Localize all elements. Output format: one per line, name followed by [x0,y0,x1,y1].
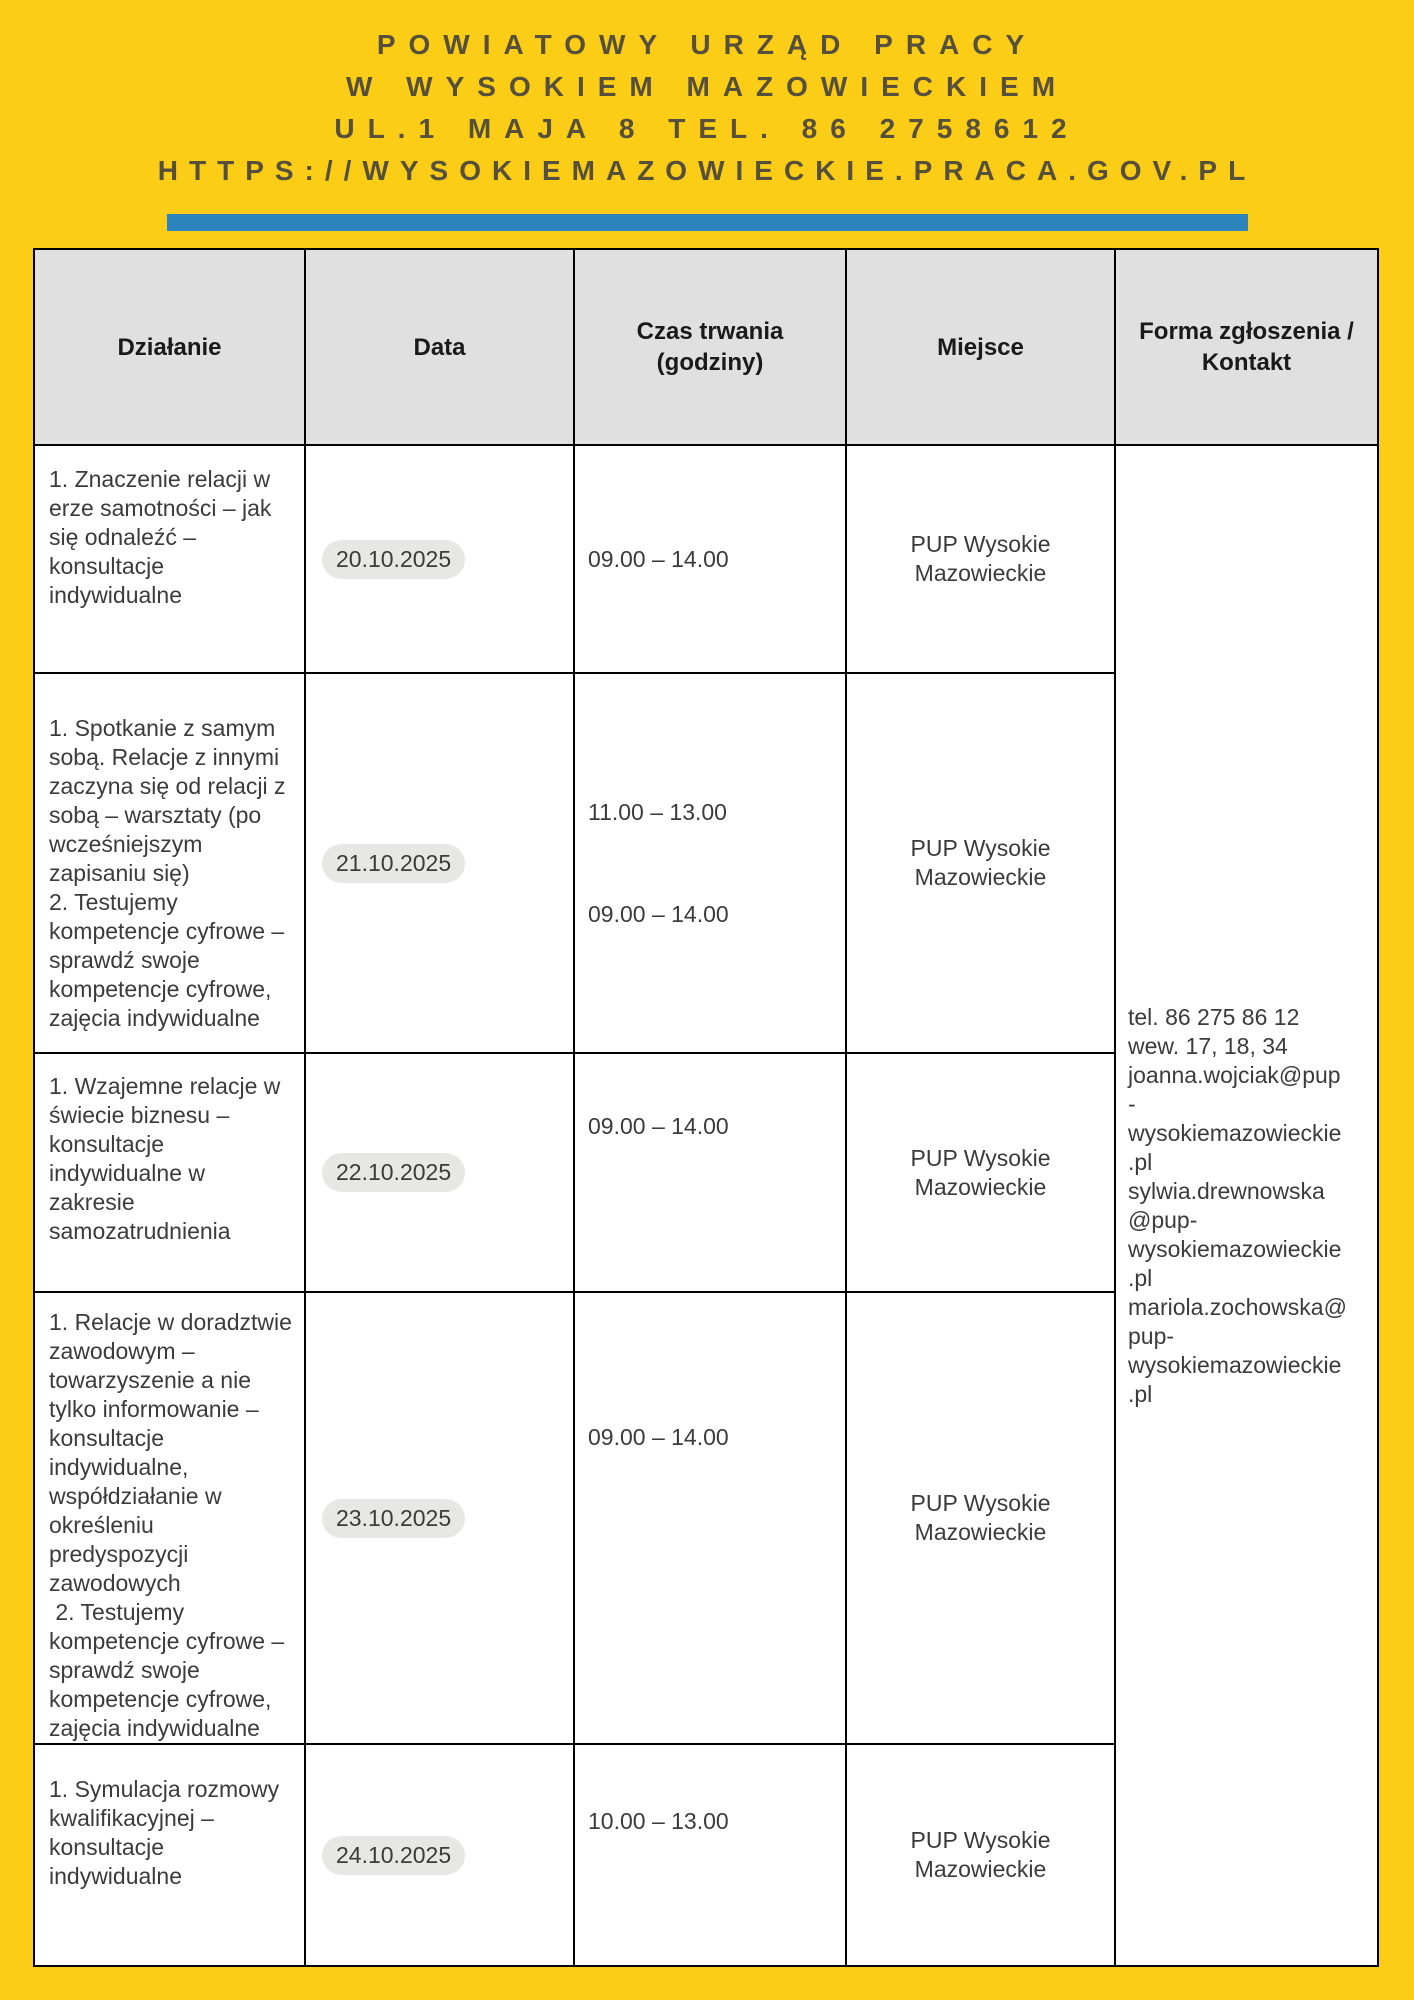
activity-text: 2. Testujemy kompetencje cyfrowe – sprawdź swoje kompetencje cyfrowe, zajęcia indywidualne [49,1599,291,1741]
date-cell [305,673,574,1053]
schedule-table [33,248,1379,1967]
activity-text: 1. Symulacja rozmowy kwalifikacyjnej – konsultacje indywidualne [49,1776,286,1889]
table-row [34,445,1378,673]
place-cell: PUP Wysokie Mazowieckie [846,445,1115,673]
time-range: 11.00 – 13.00 [588,798,727,825]
column-header-miejsce: Miejsce [846,249,1115,445]
time-range: 09.00 – 14.00 [588,1113,729,1139]
office-name-line-2: W WYSOKIEM MAZOWIECKIEM [345,71,1069,102]
time-cell [574,445,846,673]
contact-email-2: sylwia.drewnowska@pup-wysokiemazowieckie.pl [1128,1177,1342,1291]
time-range: 09.00 – 14.00 [588,900,729,927]
activity-cell [34,1744,305,1966]
date-pill: 23.10.2025 [322,1499,465,1538]
time-cell [574,1053,846,1292]
contact-cell [1115,445,1378,1966]
contact-email-1: joanna.wojciak@pup-wysokiemazowieckie.pl [1128,1061,1342,1175]
date-cell [305,1744,574,1966]
place-cell: PUP Wysokie Mazowieckie [846,1292,1115,1744]
time-cell [574,1292,846,1744]
column-header-czas-trwania: Czas trwania (godziny) [574,249,846,445]
place-cell: PUP Wysokie Mazowieckie [846,673,1115,1053]
column-header-data: Data [305,249,574,445]
activity-text: 1. Relacje w doradztwie zawodowym – towarzyszenie a nie tylko informowanie – konsultacje indywidualne, współdziałanie w określeniu predyspozycji zawodowych [49,1309,299,1596]
column-header-dzialanie: Działanie [34,249,305,445]
office-address-line: UL.1 MAJA 8 TEL. 86 2758612 [334,113,1080,144]
activity-cell [34,1292,305,1744]
date-pill: 20.10.2025 [322,540,465,579]
activity-cell [34,1053,305,1292]
contact-phone: tel. 86 275 86 12 wew. 17, 18, 34 [1128,1003,1300,1059]
time-cell [574,673,846,1053]
time-range: 10.00 – 13.00 [588,1808,729,1834]
place-cell: PUP Wysokie Mazowieckie [846,1744,1115,1966]
activity-text: 1. Spotkanie z samym sobą. Relacje z innymi zaczyna się od relacji z sobą – warsztaty (po wcześniejszym zapisaniu się) [49,715,292,886]
time-stack [588,798,845,929]
activity-cell [34,445,305,673]
table-header-row [34,249,1378,445]
date-pill: 22.10.2025 [322,1153,465,1192]
place-cell: PUP Wysokie Mazowieckie [846,1053,1115,1292]
schedule-table-wrapper [33,248,1377,1967]
office-name-line-1: POWIATOWY URZĄD PRACY [376,29,1038,60]
activity-text: 2. Testujemy kompetencje cyfrowe – sprawdź swoje kompetencje cyfrowe, zajęcia indywidualne [49,889,291,1031]
date-cell [305,445,574,673]
date-pill: 21.10.2025 [322,844,465,883]
date-cell [305,1292,574,1744]
time-cell [574,1744,846,1966]
date-cell [305,1053,574,1292]
date-pill: 24.10.2025 [322,1836,465,1875]
activity-cell [34,673,305,1053]
activity-text: 1. Znaczenie relacji w erze samotności – jak się odnaleźć – konsultacje indywidualne [49,466,278,608]
contact-email-3: mariola.zochowska@pup-wysokiemazowieckie.pl [1128,1293,1347,1407]
office-header [0,0,1414,192]
column-header-forma-zgloszenia: Forma zgłoszenia / Kontakt [1115,249,1378,445]
accent-divider-bar [167,214,1248,231]
activity-text: 1. Wzajemne relacje w świecie biznesu – konsultacje indywidualne w zakresie samozatrudnienia [49,1073,287,1244]
time-range: 09.00 – 14.00 [588,1424,729,1450]
office-website-line: HTTPS://WYSOKIEMAZOWIECKIE.PRACA.GOV.PL [157,155,1257,186]
time-range: 09.00 – 14.00 [588,545,729,572]
